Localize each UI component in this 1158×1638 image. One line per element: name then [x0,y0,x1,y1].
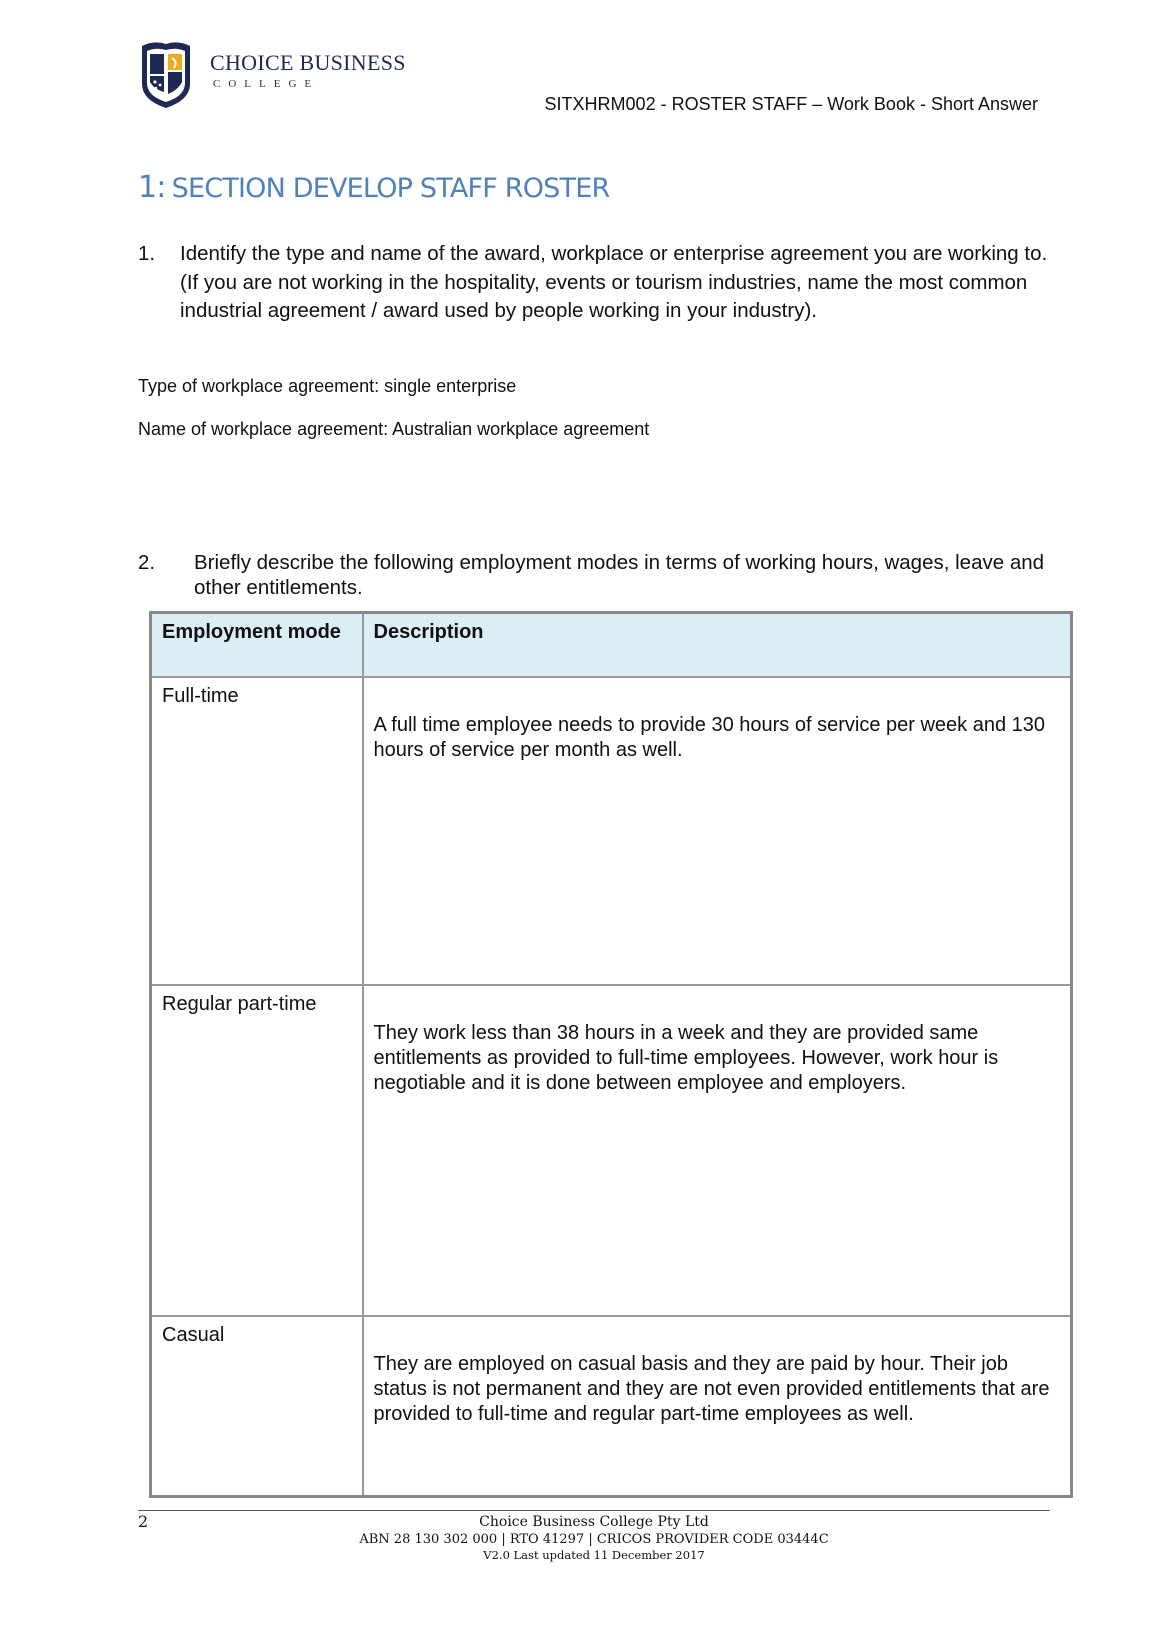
footer-divider [138,1510,1050,1511]
table-row [151,1316,1072,1497]
question-1-text: Identify the type and name of the award, workplace or enterprise agreement you are working to. (If you are not working in the hospitality, events or tourism industries, name the most common industrial agreement / award used by people working in your industry). [180,242,1048,322]
description-cell [363,1316,1072,1497]
logo-name: CHOICE BUSINESS [210,50,406,75]
footer-company: Choice Business College Pty Ltd [479,1514,709,1530]
description-cell [363,677,1072,985]
section-title: SECTION DEVELOP STAFF ROSTER [171,173,610,204]
description-text: They are employed on casual basis and they are paid by hour. Their job status is not permanent and they are not even provided entitlements that are provided to full-time and regular part-time employees as well. [373,1352,1050,1425]
question-1 [138,240,1058,326]
document-header-title: SITXHRM002 - ROSTER STAFF – Work Book - Short Answer [544,94,1038,114]
section-heading [138,170,609,205]
footer [138,1514,1050,1563]
description-text: They work less than 38 hours in a week and they are provided same entitlements as provided to full-time employees. However, work hour is negotiable and it is done between employee and employers. [373,1021,999,1094]
question-1-number: 1. [138,242,156,265]
question-2-number: 2. [138,551,156,574]
table-row [151,677,1072,985]
header-description: Description [363,613,1072,677]
mode-cell: Regular part-time [151,985,363,1316]
description-text: A full time employee needs to provide 30 hours of service per week and 130 hours of service per month as well. [373,713,1046,761]
mode-cell: Full-time [151,677,363,985]
footer-version: V2.0 Last updated 11 December 2017 [483,1548,705,1562]
answer-agreement-type: Type of workplace agreement: single enterprise [138,376,517,396]
footer-registration: ABN 28 130 302 000 | RTO 41297 | CRICOS PROVIDER CODE 03444C [359,1532,829,1547]
mode-cell: Casual [151,1316,363,1497]
section-number: 1: [138,170,166,205]
college-logo [140,40,406,110]
answer-agreement-name: Name of workplace agreement: Australian workplace agreement [138,419,650,439]
page-number: 2 [138,1512,149,1531]
logo-subtitle: COLLEGE [213,78,320,90]
question-2 [138,550,1058,600]
employment-modes-table [149,611,1073,1498]
table-header-row [151,613,1072,677]
header-employment-mode: Employment mode [151,613,363,677]
shield-emblem-icon [140,40,192,110]
table-row [151,985,1072,1316]
question-2-text: Briefly describe the following employment modes in terms of working hours, wages, leave and other entitlements. [194,551,1045,599]
description-cell [363,985,1072,1316]
